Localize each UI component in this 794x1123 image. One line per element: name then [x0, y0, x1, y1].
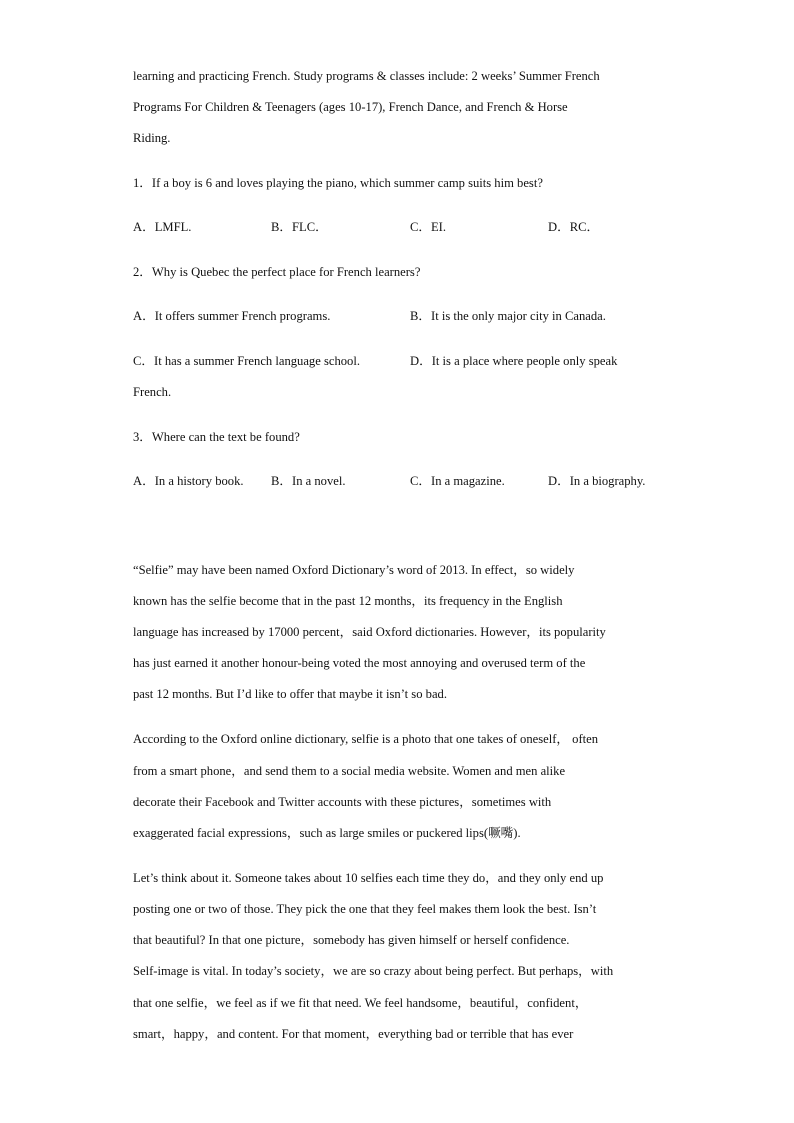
passage-line: that one selfie，we feel as if we fit that need. We feel handsome，beautiful，confident，	[133, 996, 588, 1010]
question-2-option-d-continuation: French.	[133, 385, 172, 399]
question-1-option-d: D．RC．	[548, 220, 600, 234]
question-2-option-d: D．It is a place where people only speak	[410, 354, 618, 368]
question-1-option-a: A．LMFL.	[133, 220, 192, 234]
question-2-stem: 2．Why is Quebec the perfect place for French learners?	[133, 265, 421, 279]
passage-line: that beautiful? In that one picture，somebody has given himself or herself confidence.	[133, 933, 570, 947]
question-1-stem: 1．If a boy is 6 and loves playing the piano, which summer camp suits him best?	[133, 176, 543, 190]
question-3-option-c: C．In a magazine.	[410, 474, 505, 488]
passage-line: Self-image is vital. In today’s society，we are so crazy about being perfect. But perhaps，with	[133, 964, 614, 978]
question-3-option-d: D．In a biography.	[548, 474, 646, 488]
passage-line: Let’s think about it. Someone takes about 10 selfies each time they do，and they only end up	[133, 871, 604, 885]
passage-line: past 12 months. But I’d like to offer that maybe it isn’t so bad.	[133, 687, 447, 701]
question-3-option-a: A．In a history book.	[133, 474, 244, 488]
passage-line: from a smart phone，and send them to a social media website. Women and men alike	[133, 764, 566, 778]
passage-line: known has the selfie become that in the past 12 months，its frequency in the English	[133, 594, 563, 608]
passage-line: According to the Oxford online dictionary, selfie is a photo that one takes of oneself， often	[133, 732, 599, 746]
question-2-option-a: A．It offers summer French programs.	[133, 309, 331, 323]
passage-line: exaggerated facial expressions，such as large smiles or puckered lips(噘嘴).	[133, 826, 521, 840]
passage-line: “Selfie” may have been named Oxford Dictionary’s word of 2013. In effect，so widely	[133, 563, 575, 577]
passage-line: smart，happy，and content. For that moment，everything bad or terrible that has ever	[133, 1027, 574, 1041]
question-1-option-c: C．EI.	[410, 220, 447, 234]
intro-line: Riding.	[133, 131, 171, 145]
passage-line: posting one or two of those. They pick the one that they feel makes them look the best. Isn’t	[133, 902, 597, 916]
intro-line: Programs For Children & Teenagers (ages 10-17), French Dance, and French & Horse	[133, 100, 568, 114]
intro-line: learning and practicing French. Study programs & classes include: 2 weeks’ Summer French	[133, 69, 600, 83]
question-3-option-b: B．In a novel.	[271, 474, 346, 488]
passage-line: language has increased by 17000 percent，said Oxford dictionaries. However，its popularity	[133, 625, 606, 639]
passage-line: has just earned it another honour-being voted the most annoying and overused term of the	[133, 656, 586, 670]
passage-line: decorate their Facebook and Twitter accounts with these pictures，sometimes with	[133, 795, 552, 809]
question-2-option-c: C．It has a summer French language school.	[133, 354, 360, 368]
question-3-stem: 3．Where can the text be found?	[133, 430, 300, 444]
question-2-option-b: B．It is the only major city in Canada.	[410, 309, 606, 323]
question-1-option-b: B．FLC．	[271, 220, 328, 234]
